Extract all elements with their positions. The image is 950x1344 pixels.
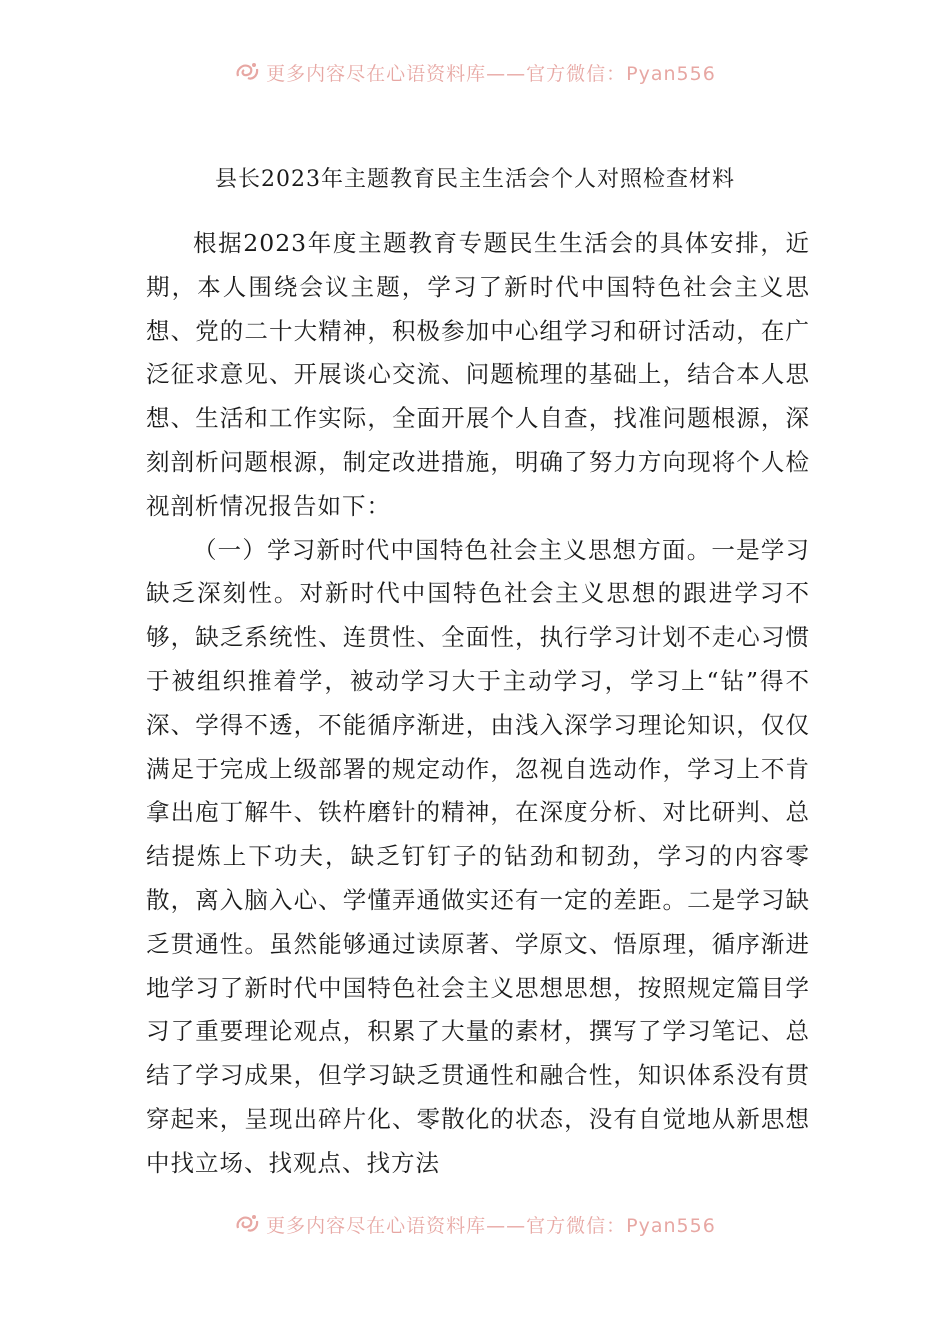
paragraph-intro: 根据2023年度主题教育专题民生生活会的具体安排，近期，本人围绕会议主题，学习了新时代中国特色社会主义思想、党的二十大精神，积极参加中心组学习和研讨活动，在广泛征求意见、开展谈心交流、问题梳理的基础上，结合本人思想、生活和工作实际，全面开展个人自查，找准问题根源，深刻剖析问题根源，制定改进措施，明确了努力方向现将个人检视剖析情况报告如下： [146,229,810,520]
header-watermark [0,54,950,90]
paragraph-section-1: （一）学习新时代中国特色社会主义思想方面。一是学习缺乏深刻性。对新时代中国特色社会主义思想的跟进学习不够，缺乏系统性、连贯性、全面性，执行学习计划不走心习惯于被组织推着学，被动学习大于主动学习，学习上“钻”得不深、学得不透，不能循序渐进，由浅入深学习理论知识，仅仅满足于完成上级部署的规定动作，忽视自选动作，学习上不肯拿出庖丁解牛、铁杵磨针的精神，在深度分析、对比研判、总结提炼上下功夫，缺乏钉钉子的钻劲和韧劲，学习的内容零散，离入脑入心、学懂弄通做实还有一定的差距。二是学习缺乏贯通性。虽然能够通过读原著、学原文、悟原理，循序渐进地学习了新时代中国特色社会主义思想思想，按照规定篇目学习了重要理论观点，积累了大量的素材，撰写了学习笔记、总结了学习成果，但学习缺乏贯通性和融合性，知识体系没有贯穿起来，呈现出碎片化、零散化的状态，没有自觉地从新思想中找立场、找观点、找方法 [146,535,810,1177]
document-title: 县长2023年主题教育民主生活会个人对照检查材料 [215,167,735,192]
watermark-text: 更多内容尽在心语资料库——官方微信：Pyan556 [266,62,716,85]
watermark-logo-icon [234,1212,260,1236]
watermark-text: 更多内容尽在心语资料库——官方微信：Pyan556 [266,1214,716,1237]
watermark-logo-icon [234,60,260,84]
footer-watermark [0,1206,950,1242]
document-body [146,222,810,1186]
